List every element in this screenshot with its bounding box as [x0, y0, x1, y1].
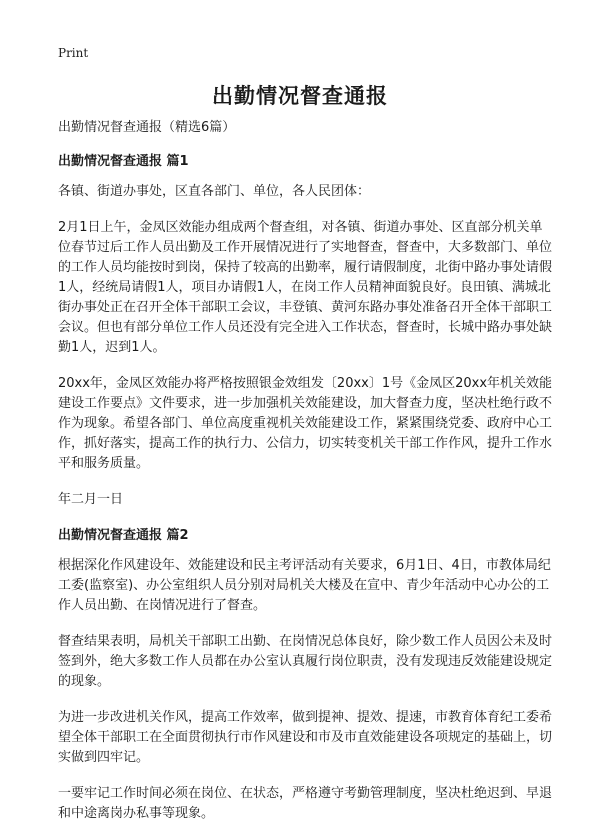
- page-title: 出勤情况督查通报: [212, 84, 388, 108]
- section-paragraph: 2月1日上午，金凤区效能办组成两个督查组，对各镇、街道办事处、区直部分机关单位春节过后工作人员出勤及工作开展情况进行了实地督查，督查中，大多数部门、单位的工作人员均能按时到岗，保持了较高的出勤率，履行请假制度，北街中路办事处请假1人，经统局请假1人，项目办请假1人，在岗工作人员精神面貌良好。良田镇、满城北街办事处正在召开全体干部职工会议，丰登镇、黄河东路办事处准备召开全体干部职工会议。但也有部分单位工作人员还没有完全进入工作状态，督查时，长城中路办事处缺勤1人，迟到1人。: [58, 220, 553, 355]
- section-paragraph: 一要牢记工作时间必须在岗位、在状态，严格遵守考勤管理制度，坚决杜绝迟到、早退和中途离岗办私事等现象。: [58, 786, 553, 821]
- section-paragraph: 为进一步改进机关作风，提高工作效率，做到提神、提效、提速，市教育体育纪工委希望全体干部职工在全面贯彻执行市作风建设和市及市直效能建设各项规定的基础上，切实做到四牢记。: [58, 710, 553, 765]
- section-1: [58, 152, 554, 510]
- section-paragraph: 各镇、街道办事处，区直各部门、单位，各人民团体：: [58, 184, 371, 199]
- section-paragraph: 根据深化作风建设年、效能建设和民主考评活动有关要求，6月1日、4日，市教体局纪工委(监察室)、办公室组织人员分别对局机关大楼及在宣中、青少年活动中心办公的工作人员出勤、在岗情况进行了督查。: [58, 558, 551, 613]
- section-paragraph: 20xx年，金凤区效能办将严格按照银金效组发〔20xx〕1号《金凤区20xx年机关效能建设工作要点》文件要求，进一步加强机关效能建设，加大督查力度，坚决杜绝行政不作为现象。希望各部门、单位高度重视机关效能建设工作，紧紧围绕党委、政府中心工作，抓好落实，提高工作的执行力、公信力，切实转变机关干部工作作风，提升工作水平和服务质量。: [58, 376, 553, 471]
- document-body: [58, 118, 554, 840]
- section-heading: 出勤情况督查通报 篇2: [58, 528, 189, 543]
- section-2: [58, 526, 554, 824]
- section-heading: 出勤情况督查通报 篇1: [58, 154, 189, 169]
- section-paragraph: 督查结果表明，局机关干部职工出勤、在岗情况总体良好，除少数工作人员因公未及时签到外，绝大多数工作人员都在办公室认真履行岗位职责，没有发现违反效能建设规定的现象。: [58, 634, 553, 689]
- print-link[interactable]: Print: [58, 46, 89, 60]
- document-subtitle: 出勤情况督查通报（精选6篇）: [58, 120, 236, 135]
- section-date: 年二月一日: [58, 492, 124, 507]
